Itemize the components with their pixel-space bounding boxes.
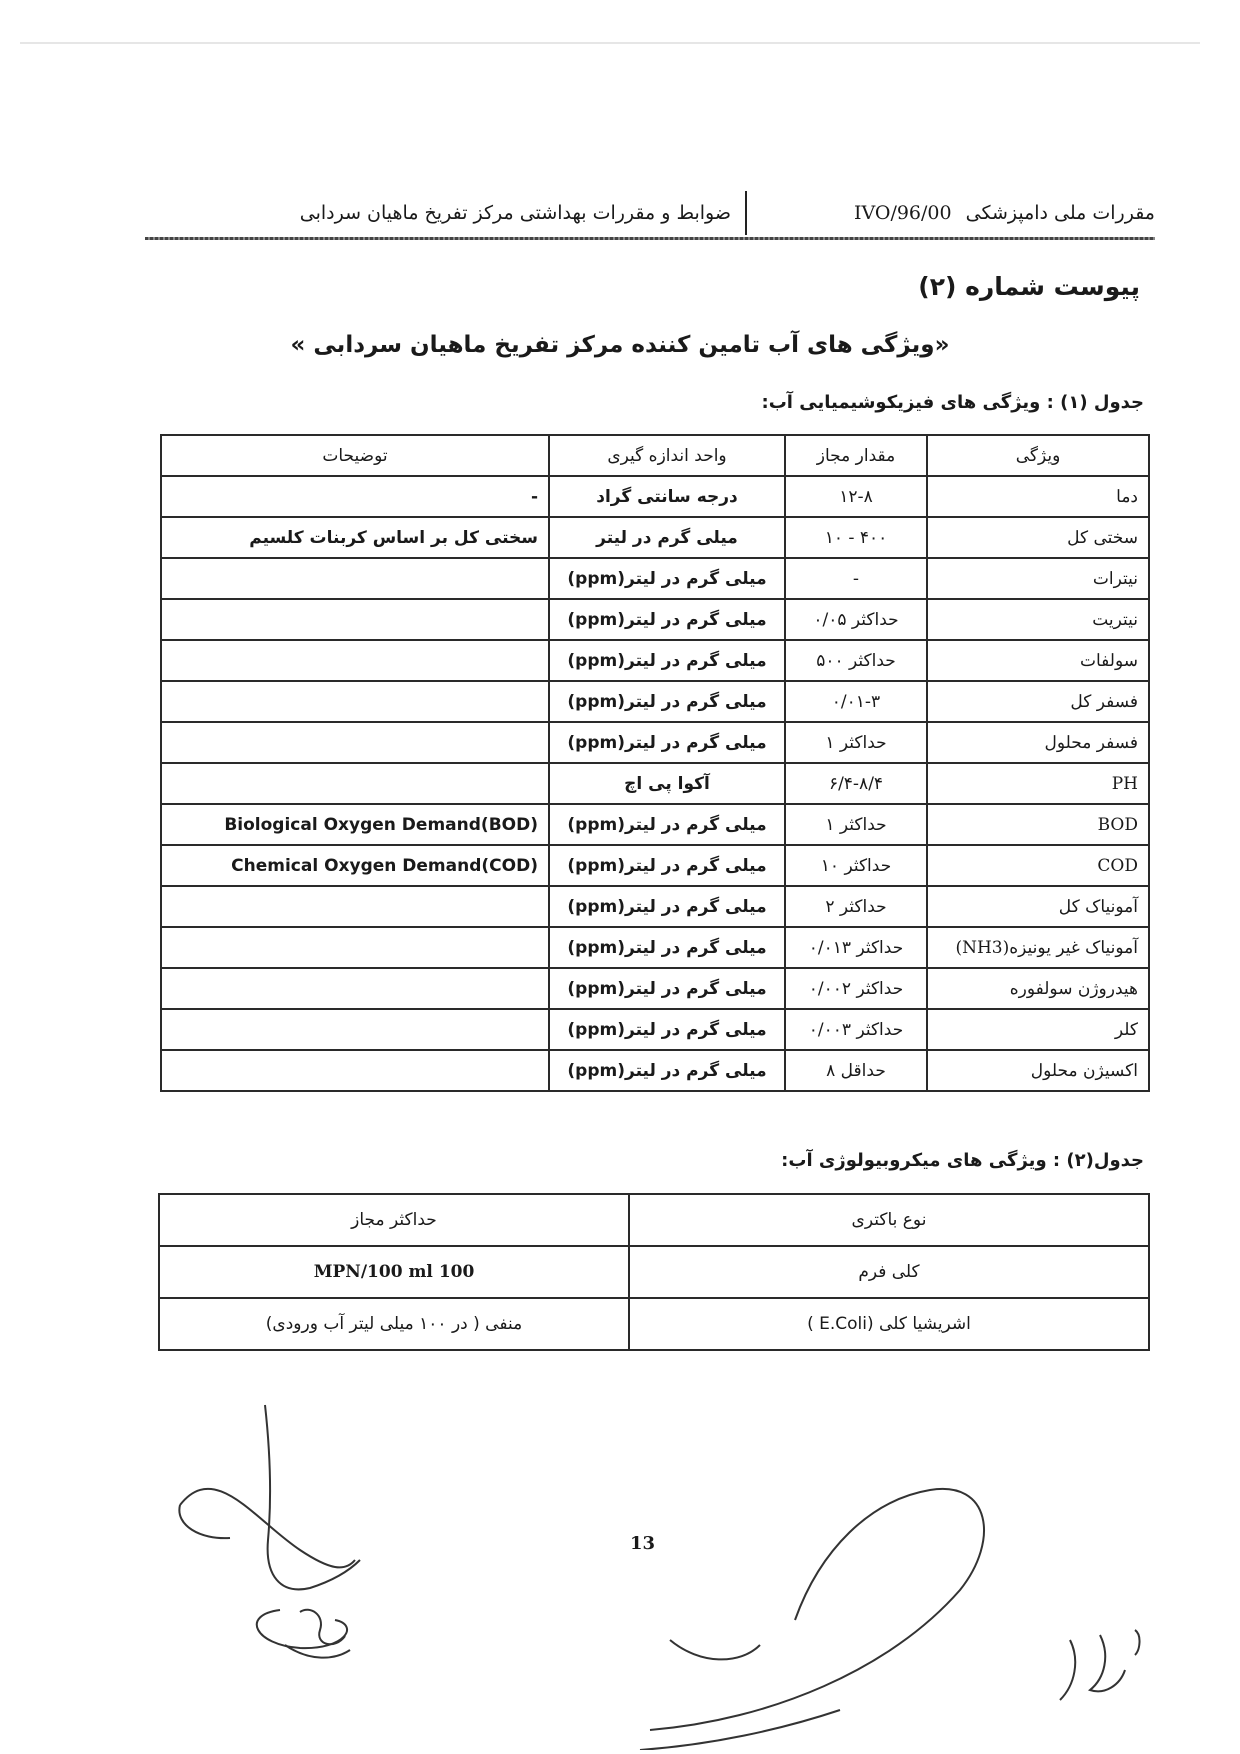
annex-title: پیوست شماره (۲) — [918, 272, 1140, 301]
table-row — [161, 968, 1149, 1009]
table1-cell-unit: درجه سانتی گراد — [549, 476, 785, 517]
table2-cell-bacteria: کلی فرم — [629, 1246, 1149, 1298]
scan-edge-line — [20, 42, 1200, 44]
table2-cell-bacteria: اشریشیا کلی (E.Coli ) — [629, 1298, 1149, 1350]
table1-cell-notes — [161, 927, 549, 968]
table1-cell-unit: آکوا پی اچ — [549, 763, 785, 804]
header-title: ضوابط و مقررات بهداشتی مرکز تفریخ ماهیان سردابی — [299, 202, 731, 224]
page-header — [145, 190, 1155, 236]
table1-cell-notes — [161, 681, 549, 722]
table1-cell-property: آمونیاک غیر یونیزه(NH3) — [927, 927, 1149, 968]
table-row — [161, 1009, 1149, 1050]
table1-cell-property: BOD — [927, 804, 1149, 845]
table1-cell-notes: - — [161, 476, 549, 517]
table1-cell-limit: ۰/۰۱-۳ — [785, 681, 927, 722]
header-publisher: مقررات ملی دامپزشکی — [965, 202, 1155, 224]
table1-cell-property: PH — [927, 763, 1149, 804]
table-row — [161, 886, 1149, 927]
table1-cell-notes — [161, 1009, 549, 1050]
table1-cell-property: سختی کل — [927, 517, 1149, 558]
table1-cell-unit: میلی گرم در لیتر(ppm) — [549, 681, 785, 722]
header-code: 96/00/IVO — [853, 202, 952, 224]
table2-col-max: حداکثر مجاز — [159, 1194, 629, 1246]
table1-cell-unit: میلی گرم در لیتر(ppm) — [549, 845, 785, 886]
table-row — [161, 476, 1149, 517]
table1-cell-unit: میلی گرم در لیتر(ppm) — [549, 1050, 785, 1091]
table-row — [161, 722, 1149, 763]
table2-col-bacteria: نوع باکتری — [629, 1194, 1149, 1246]
signature-right — [630, 1420, 1150, 1750]
table1-cell-property: هیدروژن سولفوره — [927, 968, 1149, 1009]
table1-cell-unit: میلی گرم در لیتر(ppm) — [549, 558, 785, 599]
table1-col-limit: مقدار مجاز — [785, 435, 927, 476]
table1-cell-unit: میلی گرم در لیتر(ppm) — [549, 968, 785, 1009]
table1-cell-notes — [161, 558, 549, 599]
table1-cell-limit: - — [785, 558, 927, 599]
table-row — [161, 804, 1149, 845]
table1-cell-limit: ۱۲-۸ — [785, 476, 927, 517]
table1-cell-limit: حداکثر ۲ — [785, 886, 927, 927]
table1-col-property: ویژگی — [927, 435, 1149, 476]
table-row — [161, 517, 1149, 558]
table1-cell-unit: میلی گرم در لیتر(ppm) — [549, 927, 785, 968]
physicochemical-table — [160, 434, 1150, 1092]
table1-cell-notes: سختی کل بر اساس کربنات کلسیم — [161, 517, 549, 558]
table1-cell-limit: ۶/۴-۸/۴ — [785, 763, 927, 804]
header-publisher-block — [755, 190, 1155, 236]
table1-cell-unit: میلی گرم در لیتر(ppm) — [549, 722, 785, 763]
signature-left — [160, 1400, 450, 1700]
table2-header-row — [159, 1194, 1149, 1246]
microbiology-table — [158, 1193, 1150, 1351]
table1-cell-unit: میلی گرم در لیتر(ppm) — [549, 886, 785, 927]
table2-cell-max: 100 MPN/100 ml — [159, 1246, 629, 1298]
table1-cell-property: نیترات — [927, 558, 1149, 599]
table1-caption: جدول (۱) : ویژگی های فیزیکوشیمیایی آب: — [761, 392, 1144, 413]
table-row — [159, 1246, 1149, 1298]
table1-cell-property: اکسیژن محلول — [927, 1050, 1149, 1091]
table1-cell-limit: حداکثر ۱۰ — [785, 845, 927, 886]
table1-cell-notes: (BOD)Biological Oxygen Demand — [161, 804, 549, 845]
table1-cell-notes — [161, 968, 549, 1009]
table1-cell-property: دما — [927, 476, 1149, 517]
table1-cell-notes: (COD)Chemical Oxygen Demand — [161, 845, 549, 886]
table1-header-row — [161, 435, 1149, 476]
table-row — [161, 845, 1149, 886]
table-row — [161, 558, 1149, 599]
table1-cell-limit: ۴۰۰ - ۱۰ — [785, 517, 927, 558]
table-row — [161, 681, 1149, 722]
table1-cell-property: کلر — [927, 1009, 1149, 1050]
table1-cell-limit: حداکثر ۰/۰۰۳ — [785, 1009, 927, 1050]
table1-col-unit: واحد اندازه گیری — [549, 435, 785, 476]
table-row — [161, 927, 1149, 968]
table2-cell-max: منفی ( در ۱۰۰ میلی لیتر آب ورودی) — [159, 1298, 629, 1350]
table1-cell-limit: حداکثر ۱ — [785, 804, 927, 845]
table1-cell-unit: میلی گرم در لیتر(ppm) — [549, 1009, 785, 1050]
page-number: 13 — [630, 1533, 656, 1554]
table-row — [159, 1298, 1149, 1350]
table1-cell-limit: حداقل ۸ — [785, 1050, 927, 1091]
table1-cell-notes — [161, 886, 549, 927]
table-row — [161, 640, 1149, 681]
table1-col-notes: توضیحات — [161, 435, 549, 476]
table1-cell-limit: حداکثر ۰/۰۰۲ — [785, 968, 927, 1009]
header-separator — [745, 191, 747, 235]
table1-cell-property: آمونیاک کل — [927, 886, 1149, 927]
table1-cell-notes — [161, 640, 549, 681]
table1-cell-unit: میلی گرم در لیتر(ppm) — [549, 640, 785, 681]
table1-cell-unit: میلی گرم در لیتر(ppm) — [549, 599, 785, 640]
table1-cell-property: نیتریت — [927, 599, 1149, 640]
table1-cell-notes — [161, 722, 549, 763]
table1-cell-limit: حداکثر ۱ — [785, 722, 927, 763]
table1-cell-unit: میلی گرم در لیتر — [549, 517, 785, 558]
table-row — [161, 1050, 1149, 1091]
table1-cell-notes — [161, 599, 549, 640]
table-row — [161, 763, 1149, 804]
table-row — [161, 599, 1149, 640]
table1-cell-property: فسفر محلول — [927, 722, 1149, 763]
table2-caption: جدول(۲) : ویژگی های میکروبیولوژی آب: — [781, 1150, 1144, 1171]
table1-cell-limit: حداکثر ۰/۰۵ — [785, 599, 927, 640]
table1-cell-notes — [161, 1050, 549, 1091]
table1-cell-notes — [161, 763, 549, 804]
header-rule — [145, 237, 1155, 240]
table1-cell-limit: حداکثر ۰/۰۱۳ — [785, 927, 927, 968]
table1-cell-unit: میلی گرم در لیتر(ppm) — [549, 804, 785, 845]
table1-cell-property: سولفات — [927, 640, 1149, 681]
table1-cell-property: فسفر کل — [927, 681, 1149, 722]
table1-cell-property: COD — [927, 845, 1149, 886]
table1-cell-limit: حداکثر ۵۰۰ — [785, 640, 927, 681]
main-title: «ویژگی های آب تامین کننده مرکز تفریخ ماهیان سردابی » — [290, 332, 950, 358]
